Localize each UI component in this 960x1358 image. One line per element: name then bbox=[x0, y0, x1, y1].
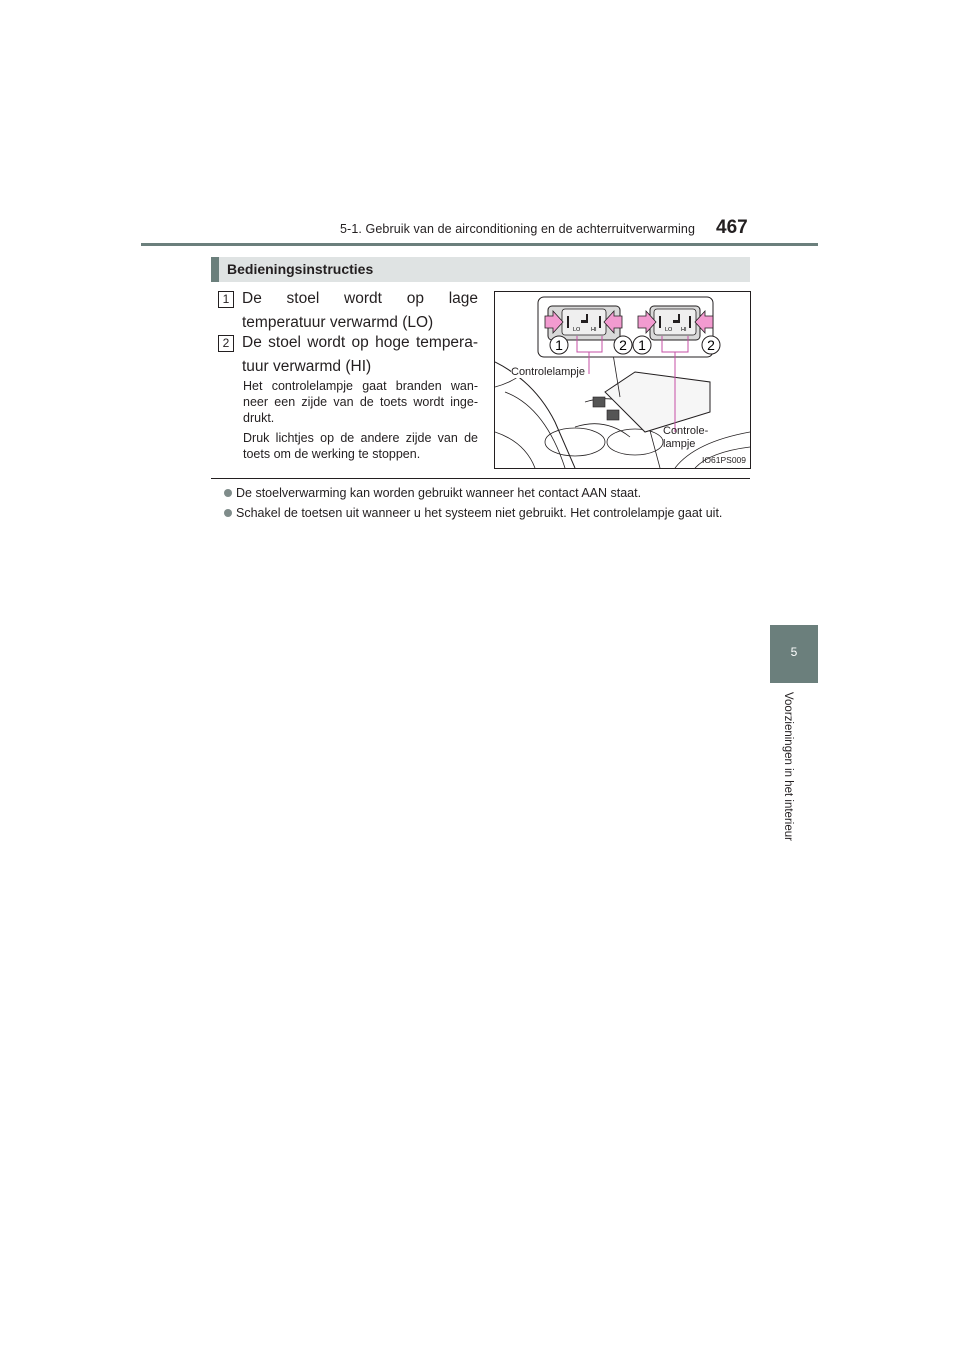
marker-1-right bbox=[633, 336, 651, 354]
svg-text:1: 1 bbox=[638, 337, 646, 353]
section-title: Bedieningsinstructies bbox=[227, 261, 374, 277]
hi-label-right: HI bbox=[681, 327, 687, 333]
svg-text:2: 2 bbox=[707, 337, 715, 353]
step-number-2: 2 bbox=[218, 335, 234, 352]
page-number: 467 bbox=[716, 217, 748, 238]
note-indicator: Het controlelampje gaat branden wan- neer een zijde van de toets wordt inge- drukt. bbox=[243, 379, 478, 425]
svg-text:1: 1 bbox=[555, 337, 563, 353]
bullet-dot-icon bbox=[224, 509, 232, 517]
note-stop: Druk lichtjes op de andere zijde van de toets om de werking te stoppen. bbox=[243, 431, 478, 461]
step-text-2: De stoel wordt op hoge tempera- tuur verwarmd (HI) bbox=[242, 334, 478, 375]
lo-label-right: LO bbox=[665, 327, 673, 333]
step-number-1: 1 bbox=[218, 291, 234, 308]
bullet-dot-icon bbox=[224, 489, 232, 497]
hi-label-left: HI bbox=[591, 327, 597, 333]
svg-text:2: 2 bbox=[619, 337, 627, 353]
marker-2-left bbox=[614, 336, 632, 354]
section-bottom-divider bbox=[211, 478, 750, 479]
callout-controlelampje-left: Controlelampje bbox=[511, 366, 585, 378]
lo-label-left: LO bbox=[573, 327, 581, 333]
chapter-label: Voorzieningen in het interieur bbox=[782, 692, 794, 841]
bullet-item-2 bbox=[224, 505, 750, 521]
seat-heater-illustration bbox=[494, 291, 751, 469]
figure-code: IO61PS009 bbox=[702, 455, 746, 465]
bullet-text-1: De stoelverwarming kan worden gebruikt wanneer het contact AAN staat. bbox=[236, 486, 642, 500]
marker-1-left bbox=[550, 336, 568, 354]
callout-controlelampje-right: Controle- lampje bbox=[663, 425, 709, 450]
section-heading bbox=[211, 257, 750, 282]
step-text-1: De stoel wordt op lage temperatuur verwarmd (LO) bbox=[242, 290, 478, 331]
section-accent bbox=[211, 257, 219, 282]
marker-2-right bbox=[702, 336, 720, 354]
chapter-number: 5 bbox=[790, 645, 798, 659]
header-divider bbox=[141, 243, 818, 246]
running-header: 5-1. Gebruik van de airconditioning en de achterruitverwarming bbox=[340, 222, 695, 236]
chapter-tab bbox=[770, 625, 818, 683]
bullet-text-2: Schakel de toetsen uit wanneer u het systeem niet gebruikt. Het controlelampje gaat uit. bbox=[236, 506, 723, 520]
bullet-item-1 bbox=[224, 485, 750, 501]
